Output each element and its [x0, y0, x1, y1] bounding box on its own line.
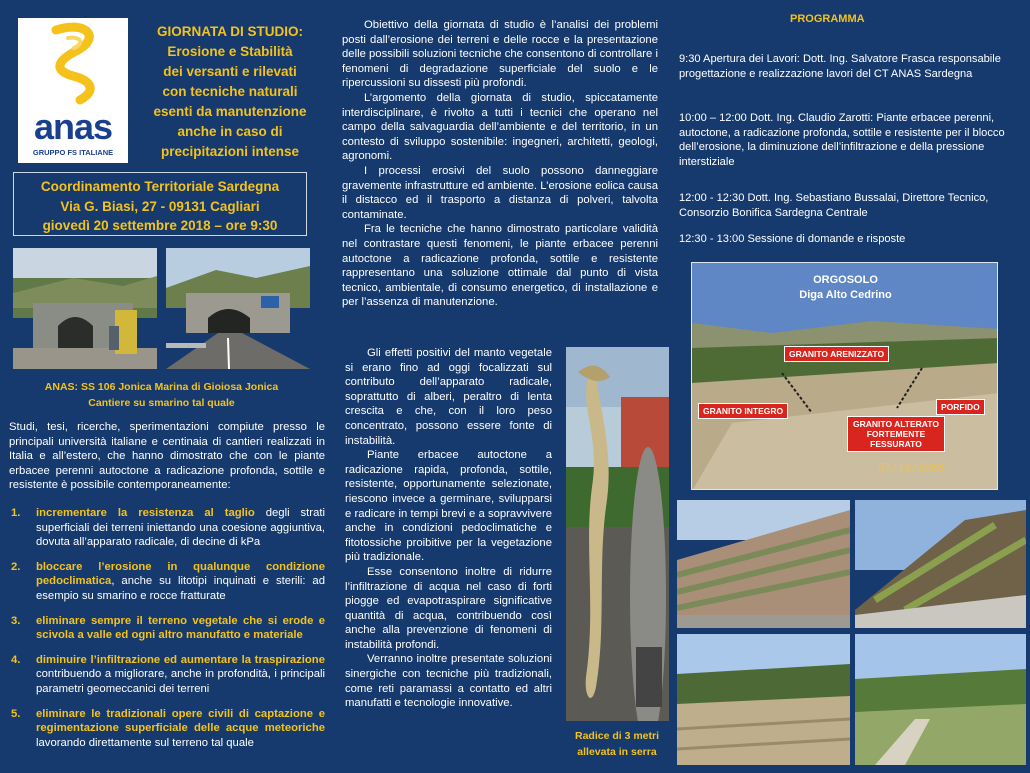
label-porfido: PORFIDO: [936, 399, 985, 415]
title-line: anche in caso di: [177, 124, 283, 139]
paragraph: L’argomento della giornata di studio, spiccatamente interdisciplinare, è rivolto a tutti i tecnici che operano nel campo della salvaguardia dell’ambiente e del territorio, in un contesto di sviluppo sostenibile: ingegneri, architetti, geologi, agronomi.: [342, 91, 658, 163]
venue-date: giovedì 20 settembre 2018 – ore 9:30: [42, 218, 278, 233]
orgosolo-site-photo: [691, 262, 998, 490]
paragraph: Obiettivo della giornata di studio è l’analisi dei problemi posti dall’erosione dei terreni e delle rocce e la presentazione delle possibili soluzioni tecniche che consentono di controllare i fenomeni di degradazione superficiale del suolo e le ripercussioni su dissesti più profondi.: [342, 19, 658, 90]
photo-date-stamp: 07/10/2008: [878, 461, 945, 474]
venue-box: [13, 172, 307, 236]
list-highlight: diminuire l’infiltrazione ed aumentare la traspirazione: [36, 653, 325, 666]
list-highlight: eliminare sempre il terreno vegetale che si erode e scivola a valle ed ogni altro manufatto e materiale: [36, 614, 325, 642]
list-highlight: incrementare la resistenza al taglio: [36, 507, 255, 519]
title-line: precipitazioni intense: [160, 144, 300, 159]
logo-wordmark: anas: [33, 106, 113, 147]
title-line: esenti da manutenzione: [153, 104, 307, 119]
list-text: lavorando direttamente sul terreno tal quale: [36, 736, 254, 749]
venue-organizer: Coordinamento Territoriale Sardegna: [40, 179, 280, 194]
list-text: , anche su litotipi inquinati e sterili: ad esempio su smarino e rocce fratturate: [36, 575, 325, 602]
list-item: [9, 614, 325, 643]
middle-narrow-column: [345, 346, 552, 711]
tunnel-photo-2: [166, 248, 310, 369]
event-title: [140, 22, 320, 162]
programme-item: 12:00 - 12:30 Dott. Ing. Sebastiano Bussalai, Direttore Tecnico, Consorzio Bonifica Sardegna Centrale: [679, 192, 989, 219]
list-number: 4.: [11, 653, 21, 666]
list-number: 5.: [11, 707, 21, 720]
list-number: 3.: [11, 614, 21, 627]
list-text: contribuendo a migliorare, anche in profondità, i principali parametri geomeccanici dei terreni: [36, 668, 325, 695]
caption-line: Radice di 3 metri: [574, 730, 660, 742]
slope-photo-4: [855, 634, 1026, 765]
paragraph: Piante erbacee autoctone a radicazione rapida, profonda, sottile, resistente, opportunamente selezionate, riescono invece a germinare, svilupparsi e radicare in tempi brevi e a sopravvivere anche in condizioni pedoclimatiche e fitotossiche proibitive per la vegetazione più tradizionale.: [345, 449, 552, 564]
programme-item: 12:30 - 13:00 Sessione di domande e risposte: [679, 233, 906, 245]
site-subtitle: Diga Alto Cedrino: [799, 289, 892, 301]
slope-photo-1: [677, 500, 850, 628]
list-item: [9, 506, 325, 550]
benefits-list: [9, 506, 325, 760]
programme-item: 10:00 – 12:00 Dott. Ing. Claudio Zarotti: Piante erbacee perenni, autoctone, a radicazione profonda, sottile e resistente per il blocco dell’erosione, la diminuzione dell’infiltrazione e della pressione interstiziale: [679, 112, 1005, 168]
paragraph: Verranno inoltre presentate soluzioni sinergiche con tecniche più tradizionali, come reti paramassi a contatto ed altri manufatti e tecnologie innovative.: [345, 653, 552, 710]
slope-photo-3: [677, 634, 850, 765]
caption-line: Cantiere su smarino tal quale: [88, 397, 235, 409]
middle-column: [342, 18, 658, 310]
venue-address: Via G. Biasi, 27 - 09131 Cagliari: [60, 198, 260, 214]
paragraph: Esse consentono inoltre di ridurre l’infiltrazione di acqua nel caso di forti piogge ed evapotraspirare significative quantità di acqua, contribuendo così anche alla prevenzione di fenomeni di instabilità profondi.: [345, 565, 552, 651]
intro-paragraph: Studi, tesi, ricerche, sperimentazioni compiute presso le principali università italiane e centinaia di cantieri realizzati in Italia e all’estero, che hanno dimostrato che con le piante erbacee perenni autoctone a radicazione profonda, sottile e resistente è possibile contemporaneamente:: [9, 421, 325, 492]
tunnel-caption: [13, 379, 310, 411]
caption-line: allevata in serra: [577, 746, 657, 758]
title-line: con tecniche naturali: [162, 84, 298, 99]
tunnel-photo-1: [13, 248, 157, 369]
title-line: GIORNATA DI STUDIO:: [157, 24, 303, 39]
list-highlight: eliminare le tradizionali opere civili di captazione e regimentazione superficiale delle acque meteoriche: [36, 707, 325, 735]
list-item: [9, 707, 325, 751]
label-granito-arenizzato: GRANITO ARENIZZATO: [784, 346, 889, 362]
title-line: Erosione e Stabilità: [167, 44, 293, 59]
anas-swirl-icon: [18, 18, 128, 108]
list-highlight: bloccare l’erosione in qualunque condizione pedoclimatica: [36, 560, 325, 588]
label-granito-integro: GRANITO INTEGRO: [698, 403, 788, 419]
label-granito-alterato: GRANITO ALTERATO FORTEMENTE FESSURATO: [847, 416, 945, 452]
list-number: 2.: [11, 560, 21, 573]
list-item: [9, 653, 325, 697]
list-number: 1.: [11, 507, 21, 519]
programme-title: PROGRAMMA: [790, 13, 865, 25]
paragraph: I processi erosivi del suolo possono danneggiare gravemente infrastrutture ed ambiente. L’erosione eolica causa il distacco ed il trasporto a distanza di polveri, talvolta contaminate.: [342, 164, 658, 221]
logo-subtitle: GRUPPO FS ITALIANE: [32, 148, 114, 157]
title-line: dei versanti e rilevati: [163, 64, 297, 79]
site-title: [692, 273, 998, 303]
paragraph: Gli effetti positivi del manto vegetale si erano fino ad oggi focalizzati sul contributo dell’apparato radicale, soprattutto di alberi, peraltro di lenta crescita e che, con il loro peso concentrato, possono essere fonte di instabilità.: [345, 347, 552, 447]
paragraph: Fra le tecniche che hanno dimostrato particolare validità nel contrastare questi fenomeni, le piante erbacee perenni autoctone a radicazione profonda, sottile e resistente rappresentano una soluzione ottimale dal punto di vista tecnico, ambientale, di consumo energetico, di installazione e per l’assenza di manutenzione.: [342, 223, 658, 309]
list-item: [9, 560, 325, 604]
slope-photo-2: [855, 500, 1026, 628]
root-caption: [556, 728, 678, 760]
programme-item: 9:30 Apertura dei Lavori: Dott. Ing. Salvatore Frasca responsabile progettazione e realizzazione lavori del CT ANAS Sardegna: [679, 53, 1001, 80]
anas-logo: [18, 18, 128, 163]
root-photo: [566, 347, 669, 721]
site-name: ORGOSOLO: [813, 274, 878, 286]
list-text: degli strati superficiali dei terreni iniettando una coesione aggiuntiva, dovuta all’apparato radicale, di decine di kPa: [36, 507, 325, 549]
caption-line: ANAS: SS 106 Jonica Marina di Gioiosa Jonica: [44, 381, 279, 393]
